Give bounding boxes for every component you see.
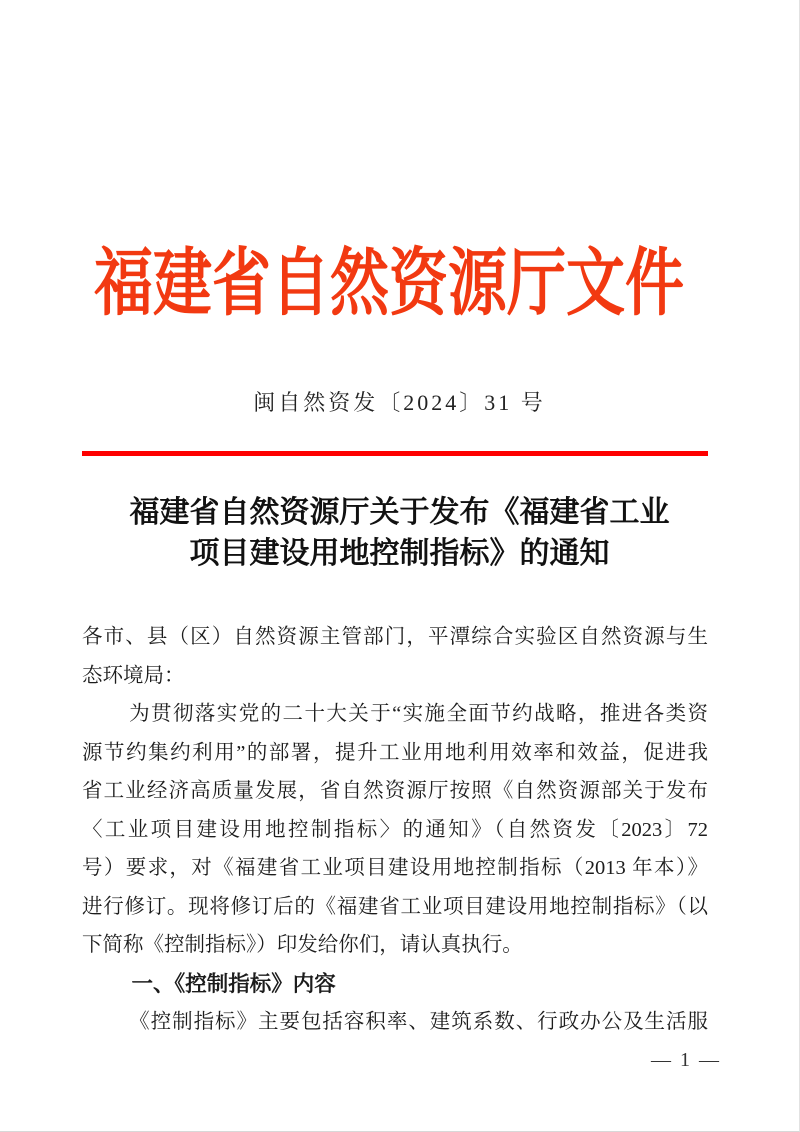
body-section-heading: 一、《控制指标》内容 (131, 971, 336, 996)
body-text-line: 《控制指标》主要包括容积率、建筑系数、行政办公及生活服 (129, 1011, 708, 1033)
body-text-line: 为贯彻落实党的二十大关于“实施全面节约战略，推进各类资 (129, 703, 708, 725)
body-text-line: 省工业经济高质量发展，省自然资源厅按照《自然资源部关于发布 (82, 780, 708, 802)
document-body (82, 618, 708, 1042)
notice-title-line1: 福建省自然资源厅关于发布《福建省工业 (129, 496, 670, 529)
body-text-line: 号）要求，对《福建省工业项目建设用地控制指标（2013 年本）》 (82, 857, 708, 879)
notice-title-line2: 项目建设用地控制指标》的通知 (189, 537, 610, 570)
page-number: — 1 — (651, 1049, 721, 1071)
body-text-line: 下简称《控制指标》）印发给你们，请认真执行。 (82, 934, 523, 956)
body-text-line: 源节约集约利用”的部署，提升工业用地利用效率和效益，促进我 (82, 741, 708, 764)
document-number: 闽自然资发〔2024〕31 号 (253, 390, 546, 415)
notice-title (0, 492, 799, 574)
body-text-line: 进行修订。现将修订后的《福建省工业项目建设用地控制指标》（以 (82, 895, 708, 918)
body-text-line: 各市、县（区）自然资源主管部门，平潭综合实验区自然资源与生 (82, 626, 708, 648)
red-divider-line (82, 451, 708, 456)
agency-header-title: 福建省自然资源厅文件 (93, 242, 684, 324)
body-text-line: 态环境局： (82, 664, 185, 687)
body-text-line: 〈工业项目建设用地控制指标〉的通知》（自然资发〔2023〕72 (82, 818, 708, 841)
